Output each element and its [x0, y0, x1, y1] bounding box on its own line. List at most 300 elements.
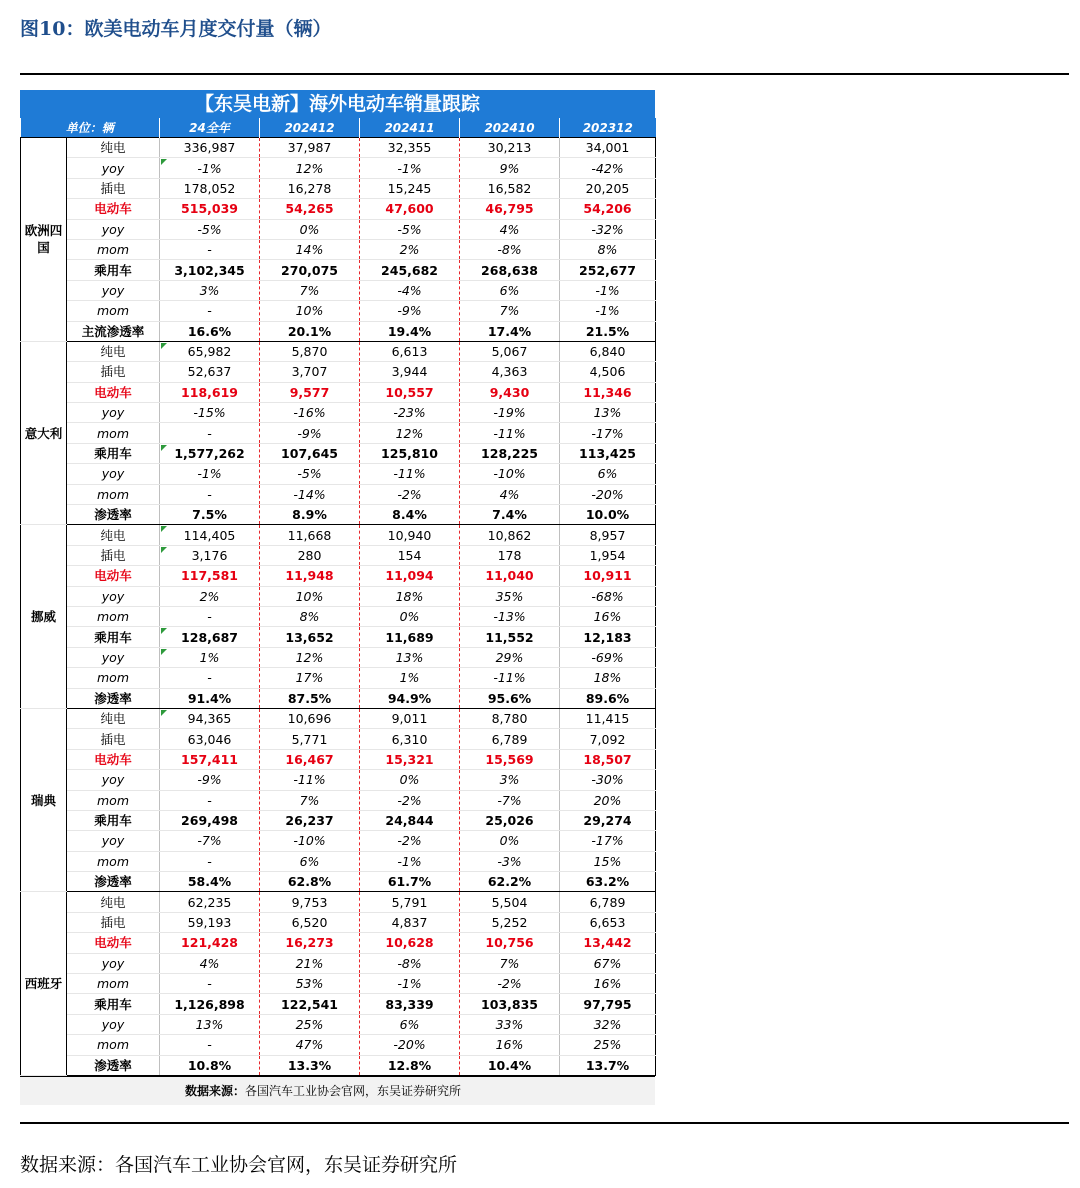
table-cell [260, 708, 360, 728]
table-cell [260, 1014, 360, 1034]
table-row [21, 525, 656, 545]
table-cell [160, 260, 260, 280]
row-label: 纯电 [67, 525, 160, 545]
table-cell [560, 464, 656, 484]
table-row [21, 341, 656, 361]
cell-value: 12.8% [387, 1057, 432, 1073]
cell-value: -23% [393, 405, 426, 421]
cell-value: 9,753 [291, 894, 328, 910]
table-cell [460, 301, 560, 321]
table-cell [160, 301, 260, 321]
table-cell [360, 239, 460, 259]
table-cell [460, 892, 560, 912]
row-label: 乘用车 [67, 627, 160, 647]
cell-value: 13,652 [285, 629, 334, 645]
cell-value: 16% [593, 609, 622, 625]
table-cell [160, 362, 260, 382]
table-cell [460, 484, 560, 504]
table-cell [460, 953, 560, 973]
table-cell [360, 647, 460, 667]
table-cell [560, 627, 656, 647]
row-label: mom [67, 484, 160, 504]
table-cell [260, 443, 360, 463]
cell-value: 11,668 [287, 527, 332, 543]
table-cell [360, 892, 460, 912]
cell-value: 21.5% [585, 323, 630, 339]
row-label: yoy [67, 158, 160, 178]
cell-value: -16% [293, 405, 326, 421]
table-row [21, 647, 656, 667]
cell-value: 20% [593, 792, 622, 808]
cell-value: 6,613 [391, 344, 428, 360]
cell-value: 62.2% [487, 874, 532, 890]
table-cell [460, 239, 560, 259]
table-cell [460, 851, 560, 871]
table-cell [360, 668, 460, 688]
cell-value: 91.4% [187, 690, 232, 706]
cell-value: 10.4% [487, 1057, 532, 1073]
table-cell [260, 974, 360, 994]
cell-value: 21% [295, 955, 324, 971]
table-cell [260, 912, 360, 932]
cell-value: 29,274 [583, 813, 632, 829]
cell-value: 7,092 [589, 731, 626, 747]
cell-value: 7% [499, 955, 520, 971]
table-cell [260, 1055, 360, 1075]
cell-value: -2% [397, 792, 422, 808]
cell-value: 4% [199, 955, 220, 971]
table-cell [560, 933, 656, 953]
row-label: yoy [67, 403, 160, 423]
table-cell [160, 138, 260, 158]
table-cell [460, 770, 560, 790]
row-label: mom [67, 1035, 160, 1055]
table-cell [160, 464, 260, 484]
table-cell [360, 280, 460, 300]
cell-value: -69% [591, 649, 624, 665]
table-cell [160, 974, 260, 994]
cell-value: 7% [299, 282, 320, 298]
table-footer [20, 1076, 655, 1105]
cell-value: 3% [499, 772, 520, 788]
cell-value: -11% [293, 772, 326, 788]
table-cell [360, 790, 460, 810]
cell-value: 30,213 [487, 140, 532, 156]
table-cell [360, 178, 460, 198]
table-cell [460, 708, 560, 728]
table-cell [560, 770, 656, 790]
table-cell [460, 199, 560, 219]
cell-value: - [207, 670, 212, 686]
table-cell [560, 729, 656, 749]
cell-marker-icon [161, 526, 167, 532]
table-row [21, 1014, 656, 1034]
cell-value: -9% [197, 772, 222, 788]
table-cell [460, 586, 560, 606]
table-cell [260, 423, 360, 443]
cell-value: 9,011 [391, 711, 428, 727]
cell-value: 46,795 [485, 201, 534, 217]
table-row [21, 260, 656, 280]
cell-value: 16,582 [487, 180, 532, 196]
cell-value: 25% [295, 1016, 324, 1032]
table-cell [460, 219, 560, 239]
cell-value: 11,415 [585, 711, 630, 727]
table-cell [360, 831, 460, 851]
row-label: 乘用车 [67, 260, 160, 280]
table-cell [560, 994, 656, 1014]
table-footer-text: 各国汽车工业协会官网，东吴证券研究所 [245, 1083, 462, 1098]
table-cell [160, 953, 260, 973]
table-cell [360, 953, 460, 973]
table-cell [160, 219, 260, 239]
table-cell [460, 974, 560, 994]
cell-value: 17.4% [487, 323, 532, 339]
cell-value: 6% [399, 1016, 420, 1032]
cell-value: 19.4% [387, 323, 432, 339]
table-cell [260, 566, 360, 586]
table-row [21, 586, 656, 606]
row-label: mom [67, 606, 160, 626]
cell-value: 6,520 [291, 915, 328, 931]
cell-value: 24,844 [385, 813, 434, 829]
cell-value: 4% [499, 486, 520, 502]
table-body [21, 138, 656, 1076]
table-cell [460, 362, 560, 382]
row-label: 插电 [67, 729, 160, 749]
table-cell [560, 586, 656, 606]
table-cell [260, 545, 360, 565]
region-name: 意大利 [21, 341, 67, 525]
table-cell [460, 606, 560, 626]
table-cell [560, 219, 656, 239]
cell-value: 32% [593, 1016, 622, 1032]
cell-value: 34,001 [585, 140, 630, 156]
region-name: 瑞典 [21, 708, 67, 892]
cell-value: -13% [493, 609, 526, 625]
cell-value: 7% [299, 792, 320, 808]
cell-value: 10,696 [287, 711, 332, 727]
table-cell [160, 994, 260, 1014]
cell-value: 0% [299, 221, 320, 237]
row-label: yoy [67, 953, 160, 973]
table-cell [560, 545, 656, 565]
cell-value: -9% [297, 425, 322, 441]
table-cell [560, 505, 656, 525]
table-cell [160, 178, 260, 198]
table-cell [460, 464, 560, 484]
cell-value: 157,411 [181, 751, 238, 767]
table-cell [160, 810, 260, 830]
cell-value: -10% [493, 466, 526, 482]
cell-value: 0% [399, 772, 420, 788]
table-cell [260, 994, 360, 1014]
table-row [21, 668, 656, 688]
header-col: 202412 [260, 118, 360, 138]
cell-value: 178 [497, 548, 522, 563]
bottom-source-note: 数据来源：各国汽车工业协会官网，东吴证券研究所 [20, 1154, 458, 1176]
cell-value: 5,870 [291, 344, 328, 360]
cell-value: 89.6% [585, 690, 630, 706]
cell-value: 1,126,898 [174, 996, 245, 1012]
table-cell [360, 484, 460, 504]
table-row [21, 199, 656, 219]
table-cell [560, 362, 656, 382]
table-cell [560, 158, 656, 178]
table-cell [460, 382, 560, 402]
region-name: 挪威 [21, 525, 67, 709]
cell-value: 4% [499, 221, 520, 237]
row-label: 插电 [67, 912, 160, 932]
row-label: yoy [67, 1014, 160, 1034]
table-row [21, 994, 656, 1014]
table-cell [560, 138, 656, 158]
table-cell [260, 484, 360, 504]
cell-value: - [207, 425, 212, 441]
table-cell [360, 994, 460, 1014]
cell-value: 9,577 [289, 384, 330, 400]
table-cell [260, 586, 360, 606]
table-cell [160, 158, 260, 178]
cell-value: 15,321 [385, 751, 434, 767]
table-cell [360, 138, 460, 158]
row-label: mom [67, 301, 160, 321]
table-cell [260, 321, 360, 341]
table-row [21, 790, 656, 810]
table-cell [460, 505, 560, 525]
table-row [21, 810, 656, 830]
table-cell [460, 668, 560, 688]
header-col: 24全年 [160, 118, 260, 138]
cell-value: 13% [593, 405, 622, 421]
cell-value: 5,252 [491, 915, 528, 931]
cell-value: 12% [295, 649, 324, 665]
table-cell [160, 199, 260, 219]
table-cell [260, 260, 360, 280]
table-cell [260, 158, 360, 178]
table-cell [260, 362, 360, 382]
cell-value: 58.4% [187, 874, 232, 890]
table-cell [560, 280, 656, 300]
cell-value: 65,982 [187, 344, 232, 360]
cell-value: 47% [295, 1037, 324, 1053]
table-cell [160, 1014, 260, 1034]
cell-value: 2% [199, 588, 220, 604]
table-cell [260, 606, 360, 626]
cell-value: -1% [397, 160, 422, 176]
cell-value: -8% [497, 242, 522, 258]
cell-value: 121,428 [181, 935, 238, 951]
table-cell [460, 688, 560, 708]
row-label: 主流渗透率 [67, 321, 160, 341]
cell-value: 336,987 [183, 140, 236, 156]
table-cell [160, 280, 260, 300]
table-row [21, 280, 656, 300]
cell-value: 32,355 [387, 140, 432, 156]
cell-value: - [207, 792, 212, 808]
table-cell [560, 892, 656, 912]
figure-title: 图10：欧美电动车月度交付量（辆） [20, 18, 332, 40]
cell-value: 13.3% [287, 1057, 332, 1073]
table-cell [360, 606, 460, 626]
table-cell [260, 1035, 360, 1055]
table-cell [260, 199, 360, 219]
cell-value: 154 [397, 548, 422, 563]
table-row [21, 606, 656, 626]
cell-value: 8,780 [491, 711, 528, 727]
table-cell [360, 770, 460, 790]
cell-value: 12% [295, 160, 324, 176]
cell-value: 3,707 [291, 364, 328, 380]
table-cell [160, 586, 260, 606]
cell-value: 5,791 [391, 894, 428, 910]
cell-value: 59,193 [187, 915, 232, 931]
table-cell [160, 729, 260, 749]
row-label: 渗透率 [67, 1055, 160, 1075]
cell-value: 13% [195, 1016, 224, 1032]
row-label: 渗透率 [67, 872, 160, 892]
table-row [21, 423, 656, 443]
cell-value: 94.9% [387, 690, 432, 706]
table-cell [560, 199, 656, 219]
row-label: 渗透率 [67, 688, 160, 708]
cell-value: 1,577,262 [174, 446, 245, 462]
table-cell [460, 1014, 560, 1034]
cell-value: 83,339 [385, 996, 434, 1012]
row-label: mom [67, 423, 160, 443]
table-cell [360, 199, 460, 219]
table-cell [360, 403, 460, 423]
header-col: 202411 [360, 118, 460, 138]
table-cell [160, 606, 260, 626]
table-cell [560, 1014, 656, 1034]
row-label: mom [67, 239, 160, 259]
table-cell [260, 790, 360, 810]
table-cell [460, 627, 560, 647]
table-cell [560, 525, 656, 545]
row-label: 纯电 [67, 341, 160, 361]
cell-value: -32% [591, 221, 624, 237]
cell-value: -5% [397, 221, 422, 237]
table-cell [360, 974, 460, 994]
table-cell [160, 545, 260, 565]
cell-value: - [207, 242, 212, 258]
table-cell [560, 708, 656, 728]
row-label: yoy [67, 464, 160, 484]
table-cell [460, 321, 560, 341]
table-cell [560, 301, 656, 321]
cell-value: 12% [395, 425, 424, 441]
table-cell [560, 974, 656, 994]
table-row [21, 403, 656, 423]
table-cell [160, 566, 260, 586]
table-cell [260, 382, 360, 402]
table-cell [560, 810, 656, 830]
table-cell [560, 647, 656, 667]
table-cell [160, 647, 260, 667]
row-label: 乘用车 [67, 443, 160, 463]
table-cell [160, 403, 260, 423]
table-row [21, 770, 656, 790]
table-cell [560, 851, 656, 871]
table-cell [360, 851, 460, 871]
cell-value: 6,840 [589, 344, 626, 360]
table-cell [560, 423, 656, 443]
cell-value: 8.4% [392, 507, 427, 523]
table-cell [260, 770, 360, 790]
table-cell [160, 912, 260, 932]
cell-value: -42% [591, 160, 624, 176]
header-row [21, 118, 656, 138]
table-cell [560, 178, 656, 198]
cell-value: 6% [499, 282, 520, 298]
table-cell [560, 872, 656, 892]
cell-value: 94,365 [187, 711, 232, 727]
table-cell [260, 729, 360, 749]
table-row [21, 749, 656, 769]
table-cell [260, 892, 360, 912]
cell-value: - [207, 853, 212, 869]
row-label: yoy [67, 770, 160, 790]
cell-marker-icon [161, 547, 167, 553]
table-cell [460, 831, 560, 851]
cell-value: 8% [597, 242, 618, 258]
cell-value: 20.1% [287, 323, 332, 339]
cell-value: -5% [197, 221, 222, 237]
table-row [21, 892, 656, 912]
table-cell [460, 158, 560, 178]
cell-value: 54,206 [583, 201, 632, 217]
top-rule [20, 73, 1069, 75]
cell-value: 6% [299, 853, 320, 869]
cell-value: -11% [493, 670, 526, 686]
table-cell [160, 851, 260, 871]
table-cell [160, 321, 260, 341]
table-cell [160, 423, 260, 443]
table-row [21, 219, 656, 239]
table-cell [160, 1035, 260, 1055]
table-row [21, 239, 656, 259]
header-unit: 单位：辆 [21, 118, 160, 138]
table-cell [360, 301, 460, 321]
cell-value: -20% [393, 1037, 426, 1053]
cell-value: -17% [591, 425, 624, 441]
cell-value: 128,225 [481, 446, 538, 462]
table-cell [360, 158, 460, 178]
table-cell [160, 1055, 260, 1075]
table-cell [160, 239, 260, 259]
table-row [21, 1055, 656, 1075]
cell-value: 14% [295, 242, 324, 258]
cell-value: - [207, 609, 212, 625]
table-cell [360, 749, 460, 769]
table-cell [560, 688, 656, 708]
cell-value: 128,687 [181, 629, 238, 645]
table-cell [560, 321, 656, 341]
table-cell [360, 729, 460, 749]
table-cell [160, 790, 260, 810]
table-cell [260, 505, 360, 525]
cell-value: 103,835 [481, 996, 538, 1012]
table-cell [360, 464, 460, 484]
cell-value: 252,677 [579, 262, 636, 278]
table-cell [160, 708, 260, 728]
table-cell [360, 933, 460, 953]
table-cell [160, 627, 260, 647]
cell-value: 10,756 [485, 935, 534, 951]
table-cell [360, 321, 460, 341]
cell-value: 18,507 [583, 751, 632, 767]
